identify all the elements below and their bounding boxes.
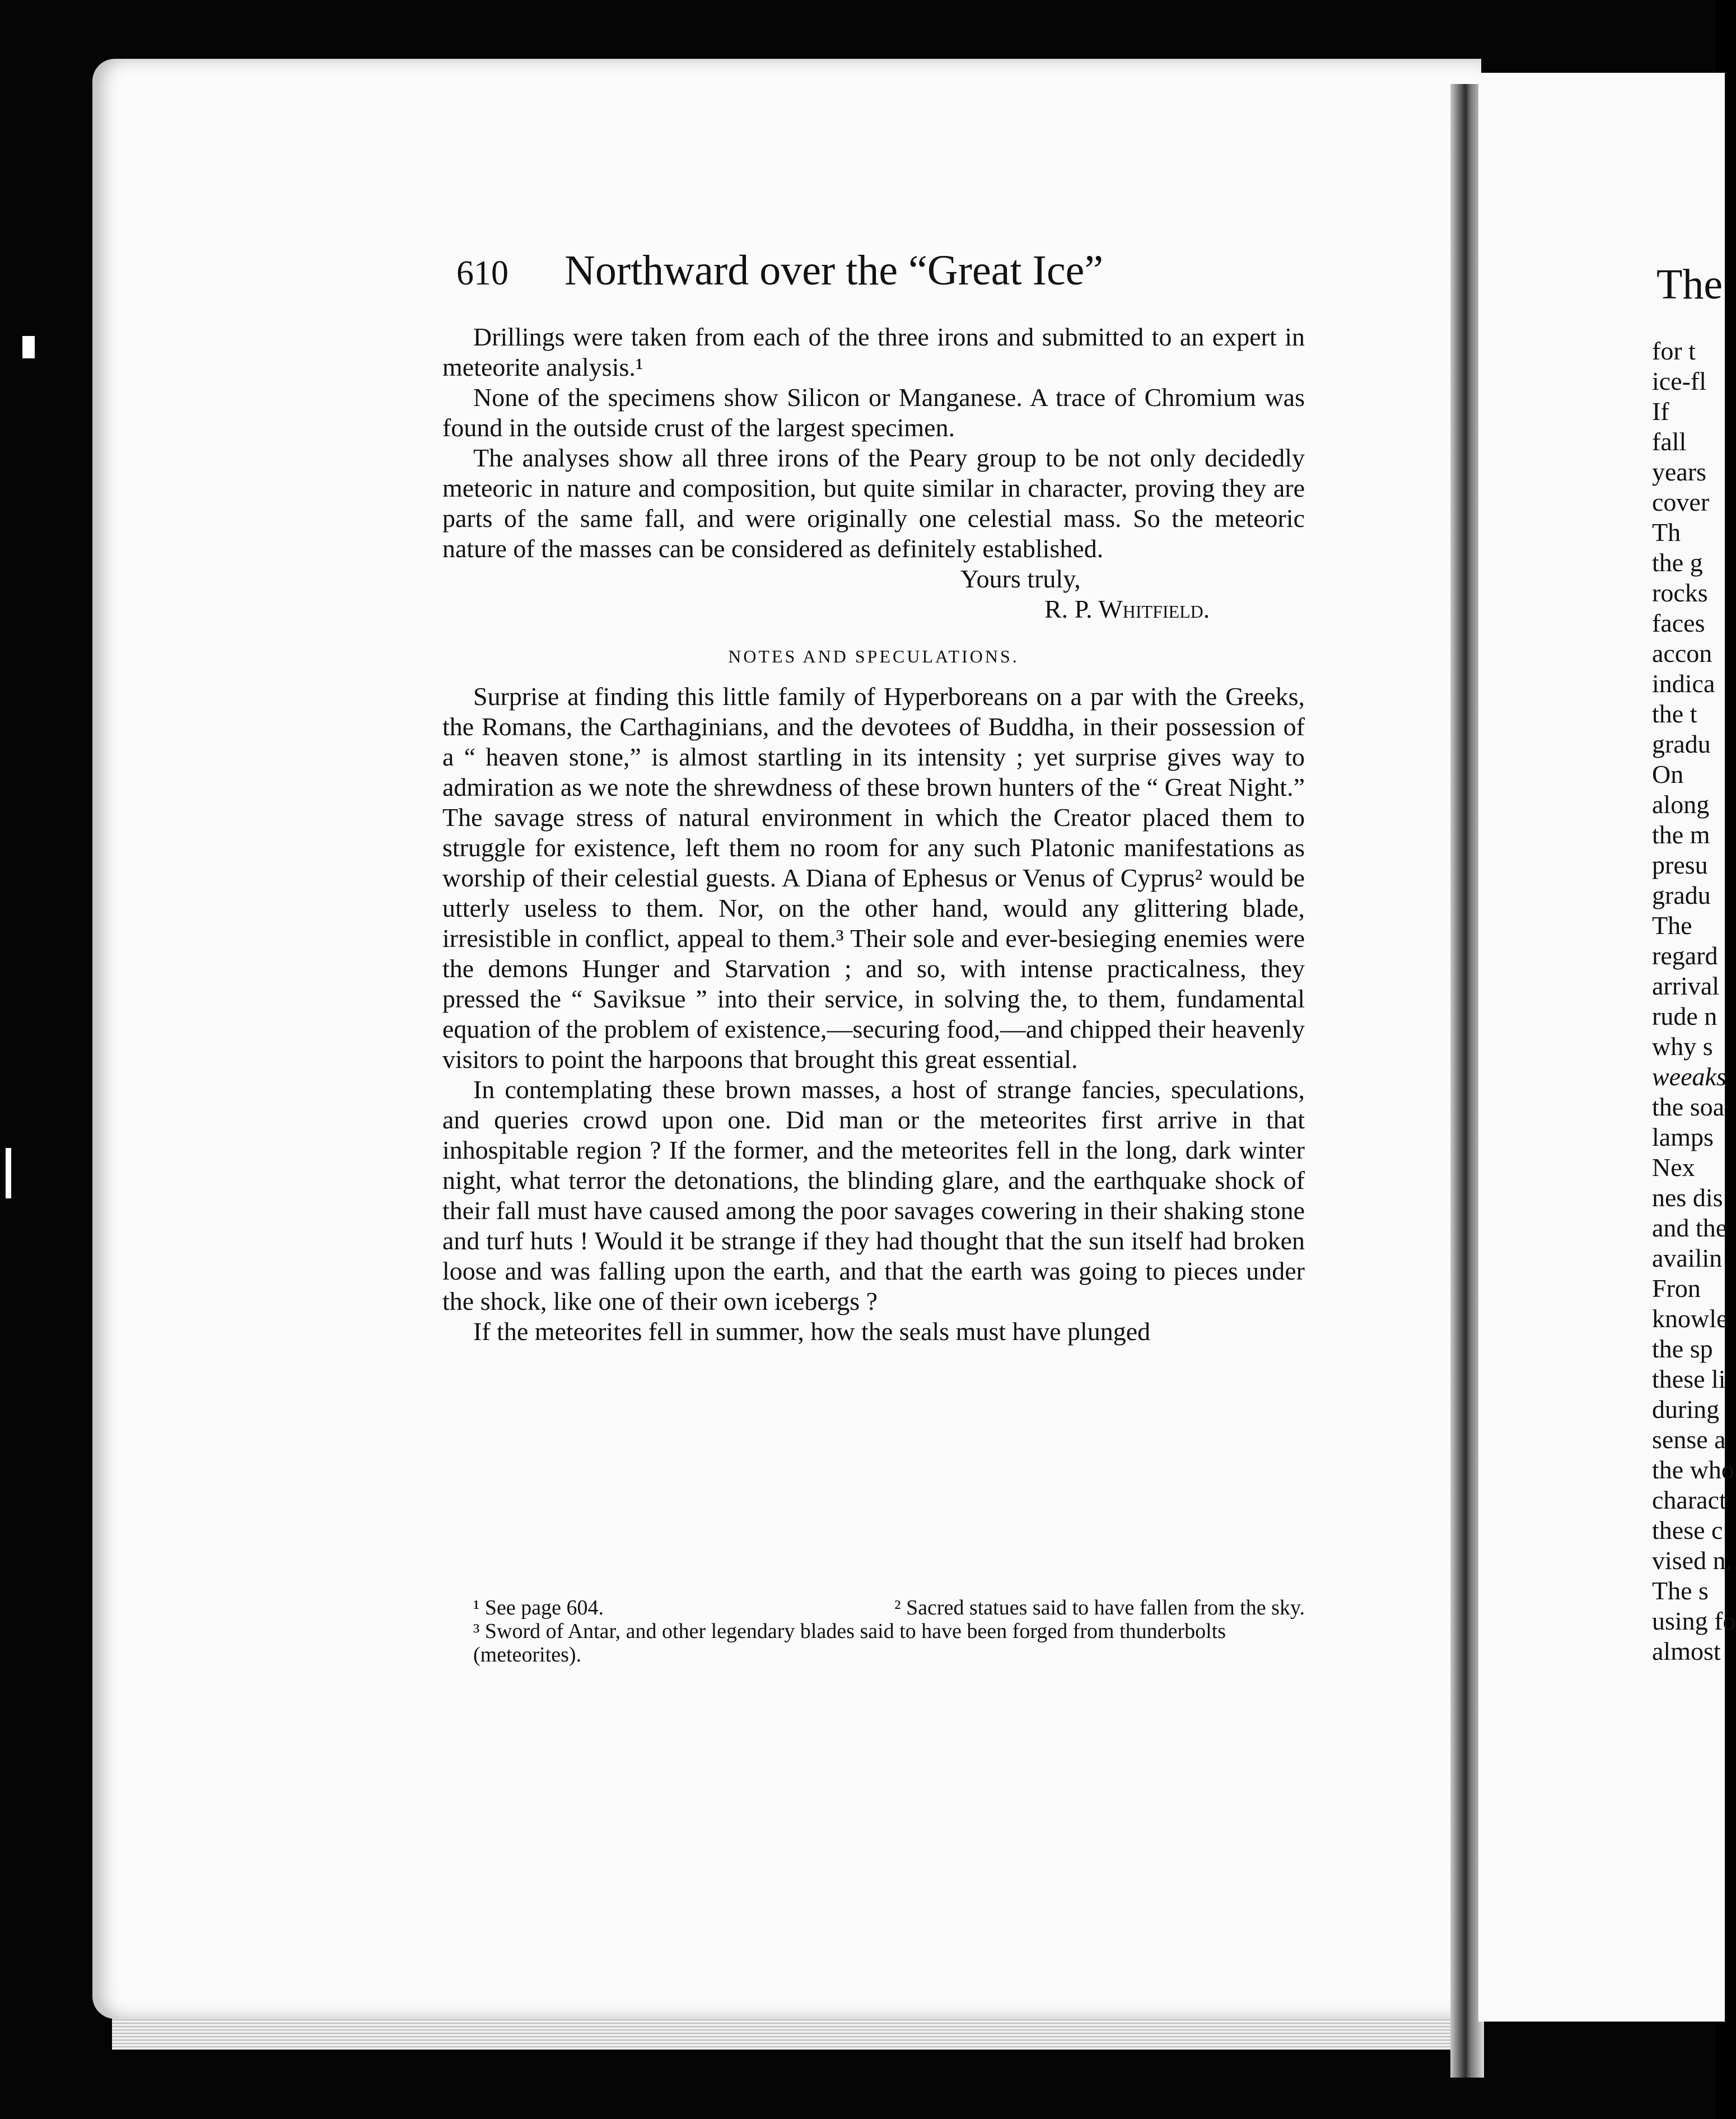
facing-line-fragment: Nex xyxy=(1652,1153,1695,1182)
facing-line-fragment: regard xyxy=(1652,941,1718,970)
facing-line-fragment: gradu xyxy=(1652,730,1711,758)
footnote-3: ³ Sword of Antar, and other legendary blades said to have been forged from thunderbolts (meteorites). xyxy=(473,1619,1226,1667)
facing-line-fragment: accon xyxy=(1652,639,1712,668)
running-title: Northward over the “Great Ice” xyxy=(564,247,1104,294)
facing-line-fragment: along xyxy=(1652,790,1710,819)
facing-line-fragment: years xyxy=(1652,458,1707,486)
letter-paragraph: Drillings were taken from each of the three irons and submitted to an expert in meteorite analysis.¹ xyxy=(442,323,1305,381)
body-paragraph: If the meteorites fell in summer, how the seals must have plunged xyxy=(473,1317,1151,1346)
facing-line-fragment: almost xyxy=(1652,1637,1721,1665)
facing-line-fragment: knowle xyxy=(1652,1304,1728,1333)
facing-line-fragment: and the xyxy=(1652,1213,1728,1242)
facing-line-fragment: vised n. xyxy=(1652,1546,1733,1575)
letter-signature: R. P. Whitfield. xyxy=(1044,595,1210,623)
facing-line-fragment: The xyxy=(1652,911,1692,940)
facing-line-fragment: during xyxy=(1652,1395,1720,1423)
section-heading: NOTES AND SPECULATIONS. xyxy=(728,646,1019,666)
footnotes xyxy=(442,1596,1305,1667)
facing-line-fragment: these li xyxy=(1652,1365,1726,1393)
facing-line-fragment: rude n xyxy=(1652,1002,1718,1030)
facing-line-fragment: faces xyxy=(1652,609,1705,637)
facing-line-fragment: the who xyxy=(1652,1455,1734,1484)
footnote-1: ¹ See page 604. xyxy=(473,1596,604,1619)
footnote-row xyxy=(442,1596,1305,1619)
facing-line-fragment: If xyxy=(1652,397,1669,426)
facing-line-fragment: presu xyxy=(1652,851,1708,879)
facing-line-fragment: cover xyxy=(1652,488,1710,516)
facing-line-fragment: the m xyxy=(1652,820,1710,849)
facing-line-fragment: Fron xyxy=(1652,1274,1701,1303)
facing-line-fragment: the soa xyxy=(1652,1093,1725,1121)
body-paragraph: In contemplating these brown masses, a host of strange fancies, speculations, and queries crowd upon one. Did man or the meteorites first arrive in that inhospitable region ? If the former, and the meteorites fell in the long, dark winter night, what terror the detonations, the blinding glare, and the earthquake shock of their fall must have caused among the poor savages cowering in their shaking stone and turf huts ! Would it be strange if they had thought that the sun itself had broken loose and was falling upon the earth, and that the earth was going to pieces under the shock, like one of their own icebergs ? xyxy=(442,1075,1305,1315)
page-number: 610 xyxy=(456,254,508,292)
letter-paragraph: The analyses show all three irons of the Peary group to be not only decidedly meteoric in nature and composition, but quite similar in character, proving they are parts of the same fall, and were originally one celestial mass. So the meteoric nature of the masses can be considered as definitely established. xyxy=(442,444,1305,563)
facing-line-fragment: the g xyxy=(1652,548,1703,577)
facing-line-fragment: fall xyxy=(1652,427,1687,456)
facing-line-fragment: weeaks xyxy=(1652,1062,1726,1091)
facing-line-fragment: the sp xyxy=(1652,1334,1713,1363)
facing-text-column xyxy=(1652,336,1736,1667)
facing-line-fragment: these c xyxy=(1652,1516,1723,1544)
footnote-2: ² Sacred statues said to have fallen from the sky. xyxy=(894,1596,1305,1619)
facing-running-head: The xyxy=(1656,261,1723,308)
letter-signoff: Yours truly, xyxy=(960,564,1081,593)
facing-line-fragment: nes dis xyxy=(1652,1183,1723,1212)
scan-speck xyxy=(22,336,35,358)
facing-line-fragment: why s xyxy=(1652,1032,1713,1061)
letter-paragraph: None of the specimens show Silicon or Manganese. A trace of Chromium was found in the outside crust of the largest specimen. xyxy=(442,383,1305,442)
facing-line-fragment: lamps xyxy=(1652,1123,1714,1151)
facing-line-fragment: availin xyxy=(1652,1244,1723,1272)
facing-line-fragment: for t xyxy=(1652,337,1696,365)
facing-line-fragment: arrival xyxy=(1652,972,1720,1000)
facing-line-fragment: The s xyxy=(1652,1576,1709,1605)
facing-line-fragment: indica xyxy=(1652,669,1715,698)
body-paragraph: Surprise at finding this little family of Hyperboreans on a par with the Greeks, the Romans, the Carthaginians, and the devotees of Buddha, in their possession of a “ heaven stone,” is almost startling in its intensity ; yet surprise gives way to admiration as we note the shrewdness of these brown hunters of the “ Great Night.” The savage stress of natural environment in which the Creator placed them to struggle for existence, left them no room for any such Platonic manifestations as worship of their celestial guests. A Diana of Ephesus or Venus of Cyprus² would be utterly useless to them. Nor, on the other hand, would any glittering blade, irresistible in conflict, appeal to them.³ Their sole and ever-besieging enemies were the demons Hunger and Starvation ; and so, with intense practicalness, they pressed the “ Saviksue ” into their service, in solving the, to them, fundamental equation of the problem of existence,—securing food,—and chipped their heavenly visitors to point the harpoons that brought this great essential. xyxy=(442,682,1305,1073)
scan-speck xyxy=(6,1148,11,1198)
main-text xyxy=(442,322,1305,1347)
facing-line-fragment: sense a xyxy=(1652,1425,1726,1454)
facing-line-fragment: rocks xyxy=(1652,578,1708,607)
facing-line-fragment: using fo xyxy=(1652,1607,1736,1635)
facing-line-fragment: ice-fl xyxy=(1652,367,1707,395)
running-head xyxy=(456,246,1408,314)
facing-line-fragment: Th xyxy=(1652,518,1681,547)
facing-line-fragment: the t xyxy=(1652,699,1697,728)
facing-line-fragment: On xyxy=(1652,760,1684,788)
facing-line-fragment: gradu xyxy=(1652,881,1711,909)
facing-line-fragment: charact xyxy=(1652,1486,1726,1514)
